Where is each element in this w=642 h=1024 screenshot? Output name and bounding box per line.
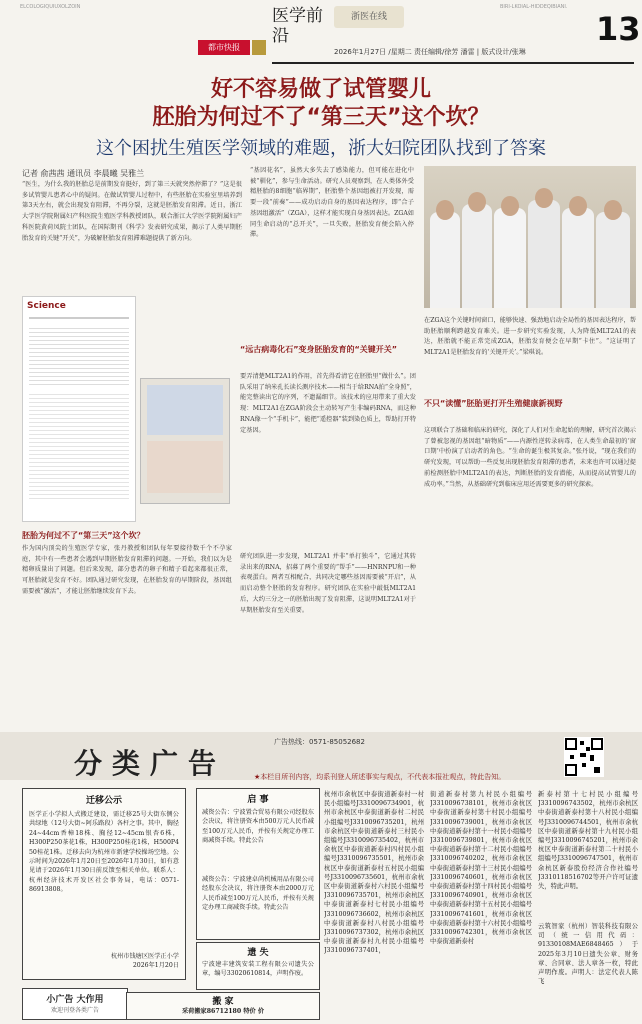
dateline: 2026年1月27日 /星期二 责任编辑/徐芳 潘雷 | 版式设计/张琳 <box>334 48 526 56</box>
header-topline-right: BIRI-LKOIAL-HIDDEQIBIANI. <box>500 4 568 10</box>
headline-line-1: 好不容易做了试管婴儿 <box>210 77 431 102</box>
transfer-notice-body: 医学正小学拟人式搬迁建设，需迁移25号大街东侧公共绿地（12号大街~阿乐路段）各杆之事。其中，胸径24~44cm香樟18株、胸径12~45cm银杏6株，H300P250茶花1株，H300P250桂花1株，H500P4 50桂花1株。迁移去向为杭州市新建学校操场空地。公示时间为2026年1月20日至2026年1月30日，如有意见请于2026年1月30日前反馈至相关单位。联系人：杭州经济技术开发区社会事务局，电话：0571-86913808。 <box>29 811 179 894</box>
team-photo <box>424 166 636 308</box>
article-col2-low: 研究团队进一步发现，MLT2A1 并非“单打独斗”，它通过其转录出来的RNA，招募了两个重要的“帮手”——HNRNPU和一种表观蛋白。两者互相配合，共同决定哪些基因需要被“开启”，从而启动整个胚胎的发育程序。研究团队在实验中敲低MLT2A1后，大约三分之一的胚胎出现了发育阻滞，这说明MLT2A1对于早期胚胎发育至关重要。 <box>240 553 416 614</box>
moving-line: 采荷搬家86712180 特价 价 <box>181 1008 265 1015</box>
ad-column-b: 街道新泰村第九村民小组编号J3310096738101，杭州市余杭区中泰街道新泰村第十村民小组编号J3310096739001，杭州市余杭区中泰街道新泰村第十一村民小组编号J3310096739801，杭州市余杭区中泰街道新泰村第十二村民小组编号J3310096740202，杭州市余杭区中泰街道新泰村第十三村民小组编号J3310096740601，杭州市余杭区中泰街道新泰村第十四村民小组编号J3310096740901，杭州市余杭区中泰街道新泰村第十五村民小组编号J3310096741601，杭州市余杭区中泰街道新泰村第十六村民小组编号J3310096742301，杭州市余杭区中泰街道新泰村 <box>430 791 532 946</box>
small-ad-label: 小广告 大作用 <box>46 995 104 1005</box>
headline-line-2: 胚胎为何过不了“第三天”这个坎？ <box>152 105 490 130</box>
page-number: 13 <box>596 10 641 48</box>
section-heading-2: “远古病毒化石”变身胚胎发育的“关键开关” <box>240 345 398 354</box>
section-title: 医学前沿 <box>272 6 323 46</box>
moving-ad <box>126 992 320 1020</box>
moving-heading: 搬 家 <box>212 997 234 1007</box>
small-ad-sub: 欢迎刊登各类广告 <box>50 1007 99 1014</box>
ad-disclaimer: ★本栏目所刊内容，均系刊登人所述事实与观点，不代表本报社观点，特此告知。 <box>254 773 506 781</box>
logo-mark-icon <box>252 40 266 55</box>
masthead-logo: 都市快报 <box>198 40 250 55</box>
notice-box <box>196 788 320 940</box>
ad-column-c2: 云筑智家（杭州）智装科技有限公司（统一信用代码：91330108MAE6848465）于2025年3月10日遗失公章、财务章、合同章、法人章各一枚，特此声明作废。声明人：法定代表人陈飞 <box>538 923 638 986</box>
transfer-notice <box>22 788 186 980</box>
small-ad-promo <box>22 988 128 1020</box>
article-col3-top: 在ZGA这个关键时间窗口，能够快速、强劲地启动全局性的基因表达程序，帮助胚胎顺利跨越发育难关。进一步研究实验发现，人为降低MLT2A1的表达，胚胎就不能正常完成ZGA，胚胎发育便会在早期“卡住”。“这证明了MLT2A1是胚胎发育的‘关键开关’。”梁琪说。 <box>424 317 636 357</box>
lost-1: 宁波建丰建筑安装工程有限公司遗失公章，编号33020610814，声明作废。 <box>202 961 314 978</box>
byline: 记者 俞茜茜 通讯员 李晨曦 吴雅兰 <box>22 169 145 178</box>
article-intro: “医生，为什么我的胚胎总是前期发育挺好，到了第三天就突然停滞了？”这是很多试管婴儿患者心中的疑问。在做试管婴儿过程中，有些胚胎在实验室里培养到第3天左右，就会出现发育阻滞，不再分裂，这就是胚胎发育阻滞。近日，浙江大学医学院附属妇产科医院生殖医学科教授团队，联合浙江大学医学院附属妇产科医院黄荷凤院士团队，在国际期刊《科学》发表研究成果，揭示了人类早期胚胎发育的关键“开关”，为破解胚胎发育阻滞难题提供了新方向。 <box>22 181 242 242</box>
notice-heading: 启 事 <box>247 795 269 805</box>
ad-column-a: 杭州市余杭区中泰街道新泰村一村民小组编号J3310096734901，杭州市余杭区中泰街道新泰村二村民小组编号J3310096735201，杭州市余杭区中泰街道新泰村三村民小组编号J3310096735402，杭州市余杭区中泰街道新泰村四村民小组编号J3310096735501，杭州市余杭区中泰街道新泰村五村民小组编号J3310096735601，杭州市余杭区中泰街道新泰村六村民小组编号J3310096735701，杭州市余杭区中泰街道新泰村七村民小组编号J3310096736602，杭州市余杭区中泰街道新泰村八村民小组编号J3310096737302，杭州市余杭区中泰街道新泰村九村民小组编号J3310096737401， <box>324 791 424 955</box>
lost-box <box>196 942 320 990</box>
qr-code-icon <box>564 737 604 777</box>
ad-column-c: 新泰村第十七村民小组编号J3310096743502，杭州市余杭区中泰街道新泰村第十八村民小组编号J3310096744501，杭州市余杭区中泰街道新泰村第十九村民小组编号J3310096745201，杭州市余杭区中泰街道新泰村第二十村民小组编号J3310096747501，杭州市余杭区新泰股份经济合作社编号J3310118516702等开户许可证遗失，特此声明。 <box>538 791 638 891</box>
lost-heading: 遗 失 <box>247 948 269 958</box>
section-heading-3: 不只“读懂”胚胎更打开生殖健康新视野 <box>424 399 563 408</box>
article-col1-body: 作为国内顶尖的生殖医学专家，张丹教授和团队每年要接待数千个不孕家庭，其中有一些患者会遇到早期胚胎发育阻滞的问题。一开始，我们以为是精卵质量出了问题。但后来发现，部分患者的卵子和精子看起来都很正常，可胚胎就是发育不好。团队通过研究发现，在胚胎发育的早期阶段，基因组需要被“激活”，才能让胚胎继续发育下去。 <box>22 545 232 595</box>
header-topline-left: ELCOLOGIQUIUXOLZOIN <box>20 4 81 10</box>
article-col2-mid: 要弄清楚MLT2A1的作用，首先得看清它在胚胎里“做什么”。团队采用了纳米孔长读长测序技术——相当于给RNA拍“全身照”，能完整读出它的序列，不遗漏细节。该技术的应用带来了重大发现：MLT2A1在ZGA阶段会主动转写产生非编码RNA，而这种RNA像一个“手机卡”，能把“遥控器”装到染色质上，帮助打开特定基因。 <box>240 373 416 434</box>
article-col2-top: “基因花名”，虽然大多失去了感染能力，但可能在进化中被“驯化”，参与生命活动。研究人员观察到，在人类体外受精胚胎的8细胞“临界期”，胚胎整个基因组被打开发现，需要一段“前奏”——成功启动自身的基因表达程序，即“合子基因组激活”（ZGA），这样才能实现自身基因表达。ZGA如同生命启动的“总开关”，一旦失败，胚胎发育便会陷入停滞。 <box>250 167 414 239</box>
research-figure <box>140 378 230 504</box>
header-rule <box>272 62 634 64</box>
classified-title: 分类广告 <box>74 747 227 780</box>
transfer-notice-heading: 迁移公示 <box>85 796 122 806</box>
transfer-notice-sign: 杭州市钱塘区医学正小学 2026年1月20日 <box>110 953 179 970</box>
article-col3-body: 这项联合了基础和临床的研究，深化了人们对生命起始的理解，研究首次揭示了曾被忽视的基因组“暗物质”——内源性逆转录病毒，在人类生命最初的‘窗口期’中扮演了启动者的角色。“生命的诞生极其复杂。”张丹说，“现在我们的研究发现，可以帮助一些反复出现胚胎发育阻滞的患者，未来也许可以通过提前检测胚胎中MLT2A1的表达，判断胚胎的发育潜能，从而提高试管婴儿的成功率。”当然，从基础研究到临床应用还需要更多的研究探索。 <box>424 427 636 488</box>
notice-2: 减资公告：宁波建卓尚机械用品有限公司经股东会决议，将注册资本由2000万元人民币减至100万元人民币，并按有关规定办理工商减资手续。特此公告 <box>202 876 314 912</box>
science-logo: Science <box>27 301 66 311</box>
site-badge: 浙医在线 <box>334 6 404 28</box>
ad-hotline: 广告热线：0571-85052682 <box>274 738 365 746</box>
section-heading-1: 胚胎为何过不了“第三天”这个坎？ <box>22 531 145 540</box>
subheadline: 这个困扰生殖医学领域的难题，浙大妇院团队找到了答案 <box>96 138 546 159</box>
notice-1: 减资公告：宁波置合贸易有限公司经股东会决议，将注册资本由500万元人民币减至100万元人民币，并按有关规定办理工商减资手续。特此公告 <box>202 809 314 845</box>
science-journal-image <box>22 296 136 522</box>
